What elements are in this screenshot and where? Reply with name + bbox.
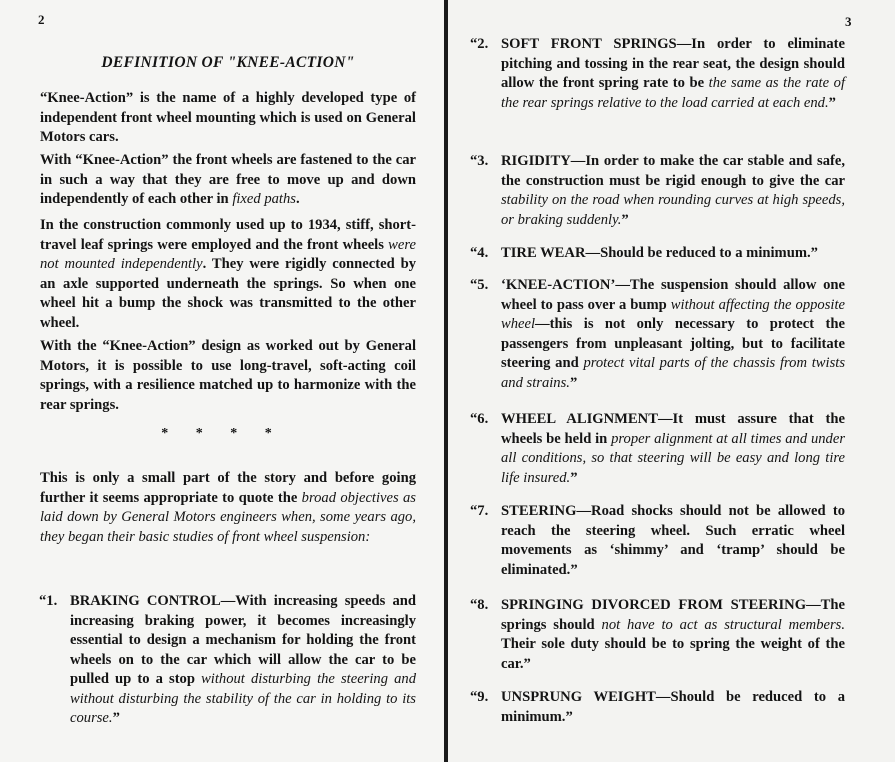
paragraph-fastening: With “Knee-Action” the front wheels are fastened to the car in such a way that they are free to move up and down independently of each other in fixed paths. bbox=[40, 152, 416, 207]
paragraph-gm-design: With the “Knee-Action” design as worked out by General Motors, it is possible to use long-travel, soft-acting coil springs, with a resilience matched up to harmonize with the rear springs. bbox=[40, 338, 416, 413]
objective-item-6: “6. WHEEL ALIGNMENT—It must assure that the wheels be held in proper alignment at all times and under all conditions, so that steering will be easy and long tire life insured.” bbox=[470, 411, 846, 486]
objective-item-4: “4. TIRE WEAR—Should be reduced to a minimum.” bbox=[470, 245, 818, 261]
paragraph-history: In the construction commonly used up to 1934, stiff, short-travel leaf springs were employed and the front wheels were not mounted independently. They were rigidly connected by an axle supported underneath the springs. So when one wheel hit a bump the shock was transmitted to the other wheel. bbox=[40, 217, 417, 331]
objective-item-3: “3. RIGIDITY—In order to make the car stable and safe, the construction must be rigid enough to give the car stability on the road when rounding curves at high speeds, or braking suddenly.” bbox=[470, 153, 845, 228]
paragraph-objectives-intro: This is only a small part of the story and before going further it seems appropriate to quote the broad objectives as laid down by General Motors engineers when, some years ago, they began their basic studies of front wheel suspension: bbox=[40, 470, 416, 545]
paragraph-definition: “Knee-Action” is the name of a highly developed type of independent front wheel mounting which is used on General Motors cars. bbox=[40, 90, 416, 145]
objective-item-8: “8. SPRINGING DIVORCED FROM STEERING—The springs should not have to act as structural members. Their sole duty should be to spring the weight of the car.” bbox=[470, 597, 845, 672]
right-page bbox=[448, 0, 895, 762]
objective-item-1: “1. BRAKING CONTROL—With increasing speeds and increasing braking power, it becomes increasingly essential to design a mechanism for holding the front wheels on to the car which will allow the car to be pulled up to a stop without disturbing the steering and without disturbing the stability of the car in holding to its course.” bbox=[39, 593, 417, 726]
page-title: DEFINITION OF "KNEE-ACTION" bbox=[101, 54, 355, 71]
objective-item-5: “5. ‘KNEE-ACTION’—The suspension should allow one wheel to pass over a bump without affecting the opposite wheel—this is not only necessary to protect the passengers from unpleasant jolting, but to facilitate steering and protect vital parts of the chassis from twists and strains.” bbox=[470, 277, 845, 391]
section-separator: * * * * bbox=[161, 426, 284, 441]
objective-item-9: “9. UNSPRUNG WEIGHT—Should be reduced to a minimum.” bbox=[470, 689, 845, 725]
left-page bbox=[0, 0, 445, 762]
objective-item-2: “2. SOFT FRONT SPRINGS—In order to eliminate pitching and tossing in the rear seat, the design should allow the front spring rate to be the same as the rate of the rear springs relative to the load carried at each end.” bbox=[470, 36, 846, 111]
page-number: 3 bbox=[845, 14, 852, 29]
page-number: 2 bbox=[38, 12, 45, 27]
objective-item-7: “7. STEERING—Road shocks should not be allowed to reach the steering wheel. Such erratic wheel movements as ‘shimmy’ and ‘tramp’ should be eliminated.” bbox=[470, 503, 845, 578]
